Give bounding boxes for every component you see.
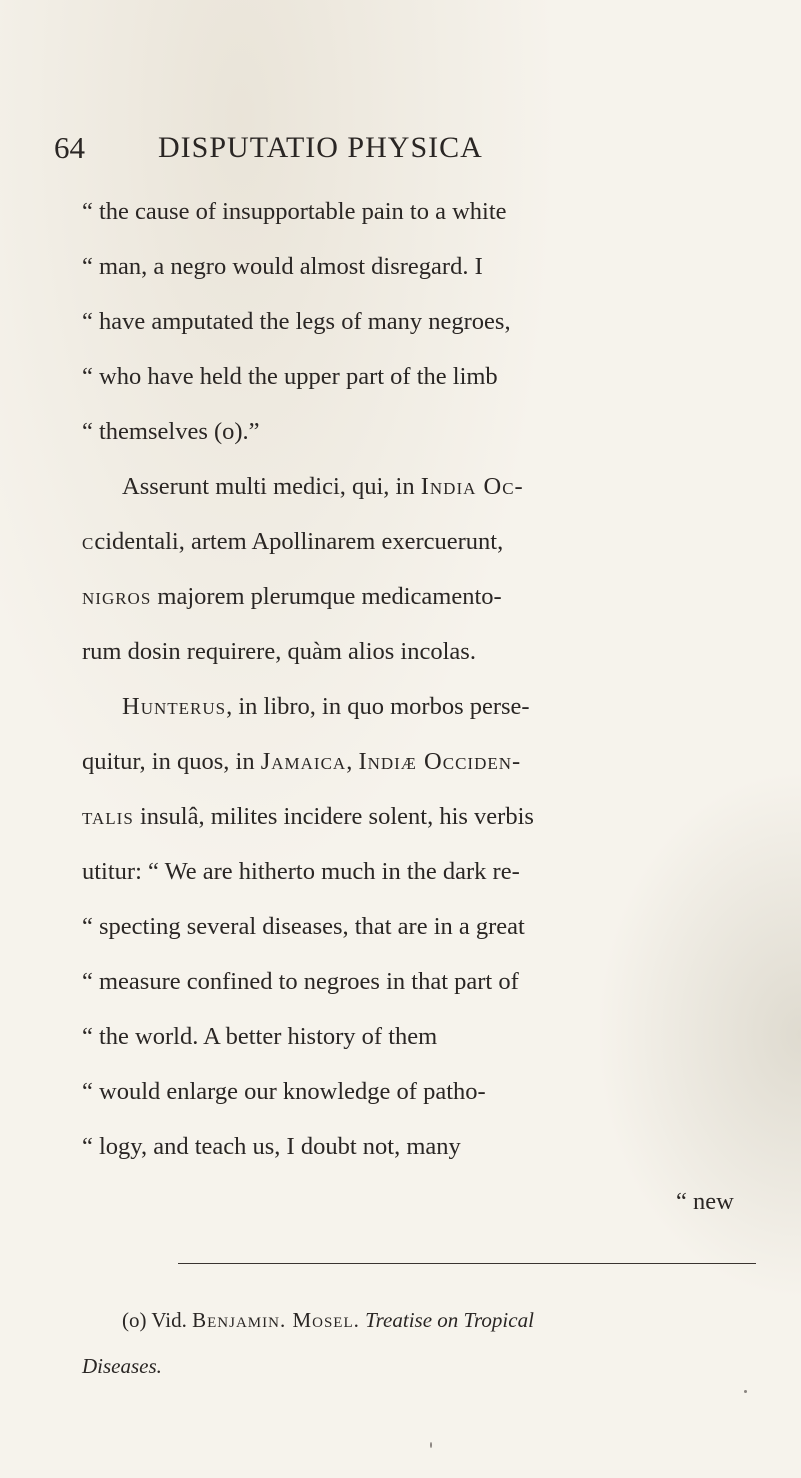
text-line: “ the cause of insupportable pain to a white xyxy=(82,198,507,225)
page-header xyxy=(54,128,754,172)
text-line: “ who have held the upper part of the limb xyxy=(82,363,498,390)
text-line: utitur: “ We are hitherto much in the dark re- xyxy=(82,858,520,885)
footnote-marker: (o) Vid. xyxy=(122,1308,193,1332)
place-name: India Oc- xyxy=(420,473,524,500)
text-line xyxy=(122,691,530,723)
text-span: cidentali, artem Apollinarem exercuerunt, xyxy=(94,528,504,555)
footnote-title: Treatise on Tropical xyxy=(365,1308,534,1332)
text-line: rum dosin requirere, quàm alios incolas. xyxy=(82,638,476,665)
term-nigros: nigros xyxy=(82,583,152,610)
page-number: 64 xyxy=(54,130,85,165)
text-span: Asserunt multi medici, qui, in xyxy=(122,473,421,500)
place-jamaica: Jamaica xyxy=(260,748,347,775)
text-line: “ themselves (o).” xyxy=(82,418,260,445)
place-indiae: Indiæ Occiden- xyxy=(358,748,522,775)
running-head: DISPUTATIO PHYSICA xyxy=(158,131,483,164)
footnote-line: Diseases. xyxy=(82,1354,162,1378)
text-line xyxy=(82,526,503,558)
catchword: “ new xyxy=(676,1188,734,1215)
text-line: “ would enlarge our knowledge of patho- xyxy=(82,1078,486,1105)
text-line xyxy=(122,471,524,503)
text-line: “ man, a negro would almost disregard. I xyxy=(82,253,483,280)
text-line: “ measure confined to negroes in that part of xyxy=(82,968,519,995)
place-talis: talis xyxy=(82,803,134,830)
footnote-rule xyxy=(178,1263,756,1264)
text-line: “ specting several diseases, that are in a great xyxy=(82,913,525,940)
text-line xyxy=(82,581,502,613)
text-span: majorem plerumque medicamento- xyxy=(151,583,502,610)
text-line: “ the world. A better history of them xyxy=(82,1023,438,1050)
text-line xyxy=(82,746,521,778)
text-span: , in libro, in quo morbos perse- xyxy=(226,693,530,720)
author-hunterus: Hunterus xyxy=(122,693,227,720)
text-line xyxy=(82,801,534,833)
paper-speck xyxy=(744,1390,747,1393)
paper-speck xyxy=(430,1442,432,1448)
place-name-cont: c xyxy=(82,528,95,555)
text-line: “ logy, and teach us, I doubt not, many xyxy=(82,1133,461,1160)
footnote-line xyxy=(122,1306,534,1334)
text-span: , xyxy=(346,748,359,775)
text-line: “ have amputated the legs of many negroes, xyxy=(82,308,511,335)
text-span: quitur, in quos, in xyxy=(82,748,261,775)
footnote-author: Benjamin. Mosel. xyxy=(192,1308,360,1332)
text-span: insulâ, milites incidere solent, his verbis xyxy=(133,803,534,830)
